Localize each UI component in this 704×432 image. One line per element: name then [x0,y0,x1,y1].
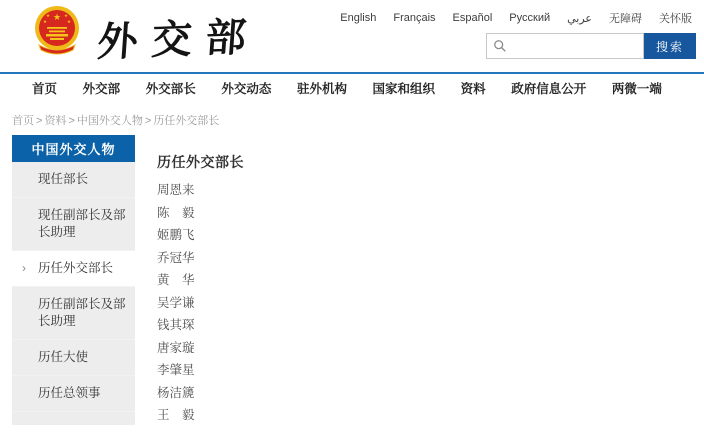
sidebar-item-label: 历任副部长及部长助理 [38,297,126,328]
svg-text:★: ★ [45,13,51,18]
sidebar [12,135,135,425]
minister-name-link[interactable]: 钱其琛 [157,318,195,332]
breadcrumb-link[interactable]: 历任外交部长 [153,115,220,127]
nav-item[interactable]: 外交部长 [145,82,196,96]
nav-item[interactable]: 首页 [32,82,58,96]
language-link[interactable]: 关怀版 [659,13,692,25]
minister-name-link[interactable]: 王 毅 [157,408,195,422]
language-link[interactable]: عربي [567,12,592,25]
minister-name-link[interactable]: 周恩来 [157,183,195,197]
minister-name-link[interactable]: 唐家璇 [157,340,195,355]
breadcrumb [12,112,223,128]
language-link[interactable]: Français [393,12,436,24]
language-link[interactable]: Español [452,12,493,24]
sidebar-item[interactable] [12,251,135,287]
sidebar-item[interactable] [12,340,135,376]
nav-item[interactable]: 外交部 [82,82,121,96]
sidebar-list [12,162,135,412]
sidebar-item-label: 历任大使 [38,350,89,364]
nav-item[interactable]: 国家和组织 [372,82,436,96]
svg-text:★: ★ [42,19,48,24]
search-input[interactable] [487,34,643,58]
minister-name-list [157,184,244,422]
sidebar-item[interactable] [12,287,135,340]
minister-name-link[interactable]: 杨洁篪 [157,385,195,400]
search-bar [486,33,696,59]
content [157,135,244,432]
nav-item[interactable]: 资料 [460,82,486,96]
nav-item[interactable]: 外交动态 [221,82,272,96]
breadcrumb-link[interactable]: 中国外交人物 [76,115,143,127]
search-icon [493,39,507,53]
search-button[interactable]: 搜索 [644,33,696,59]
minister-name-link[interactable]: 李肇星 [157,363,195,377]
minister-name-link[interactable]: 姬鹏飞 [157,228,195,242]
nav-item[interactable]: 两微一端 [611,82,662,96]
svg-text:★: ★ [63,13,69,18]
breadcrumb-separator-icon: > [36,115,43,127]
sidebar-item[interactable] [12,198,135,251]
ministry-calligraphy-title: 外交部 [95,13,262,66]
minister-name-link[interactable]: 黄 华 [157,273,195,287]
nav-item[interactable]: 政府信息公开 [511,82,587,96]
svg-text:★: ★ [66,19,72,24]
breadcrumb-separator-icon: > [144,115,152,127]
sidebar-title: 中国外交人物 [12,135,135,162]
main-nav [0,72,704,102]
breadcrumb-link[interactable]: 资料 [44,115,67,127]
sidebar-item-label: 现任副部长及部长助理 [38,208,126,239]
language-link[interactable]: 无障碍 [609,13,642,25]
svg-text:★: ★ [52,12,62,22]
search-input-wrap [486,33,644,59]
main-area [12,135,704,432]
page-title: 历任外交部长 [157,154,244,170]
national-emblem-logo [33,5,81,55]
language-link[interactable]: Русский [509,12,551,24]
minister-name-link[interactable]: 吴学谦 [157,295,195,310]
language-link[interactable]: English [340,12,377,24]
sidebar-item-label: 现任部长 [38,172,89,186]
sidebar-item[interactable] [12,162,135,198]
nav-item[interactable]: 驻外机构 [296,82,347,96]
sidebar-item[interactable] [12,376,135,412]
minister-name-link[interactable]: 陈 毅 [157,205,195,220]
language-links [340,10,692,26]
breadcrumb-separator-icon: > [68,115,75,127]
active-arrow-icon: › [22,261,26,275]
breadcrumb-link[interactable]: 首页 [12,115,34,127]
sidebar-item-label: 历任总领事 [38,386,101,400]
minister-name-link[interactable]: 乔冠华 [157,250,195,265]
sidebar-item-label: 历任外交部长 [38,261,114,275]
